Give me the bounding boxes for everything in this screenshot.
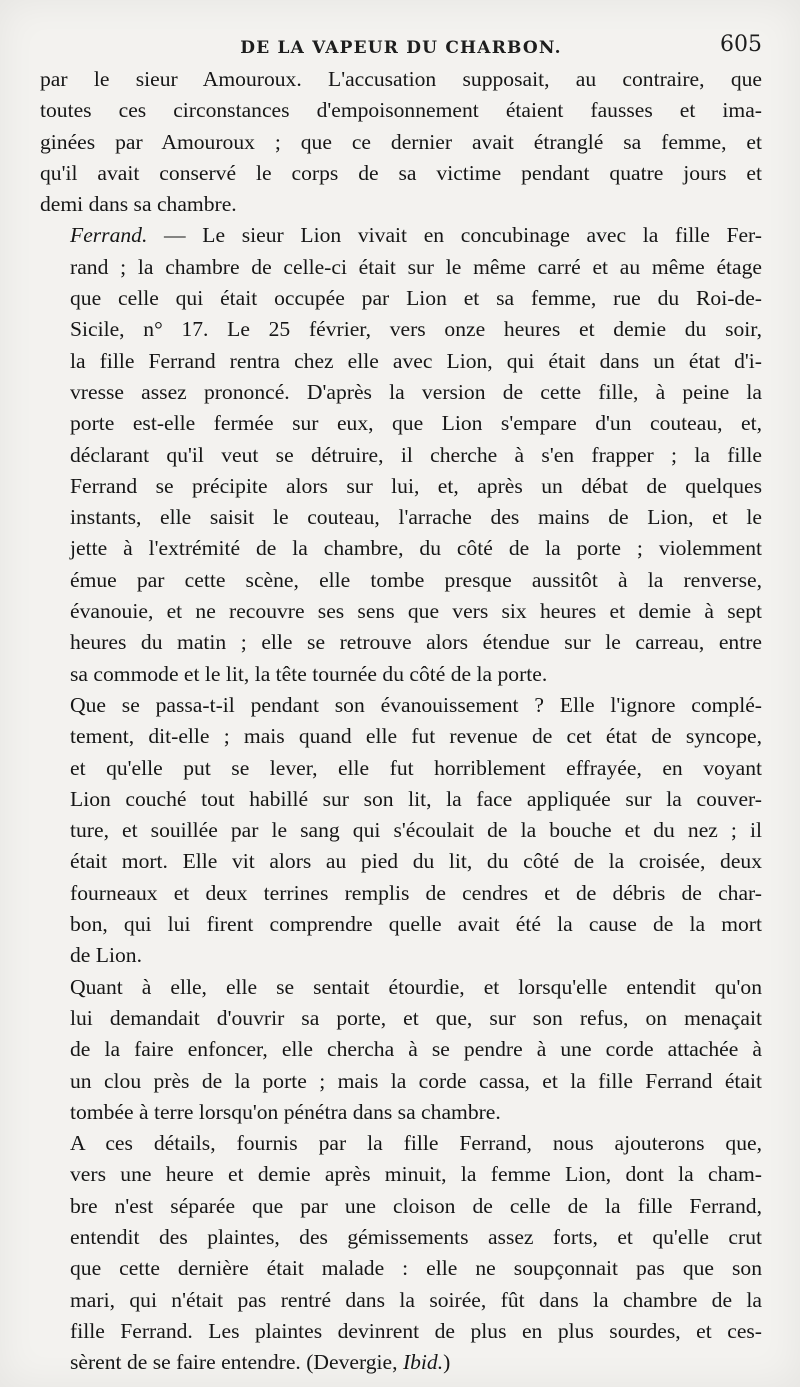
- line-text: fille Ferrand. Les plaintes devinrent de plus en plus sourdes, et ces-: [70, 1318, 762, 1343]
- text-line: [40, 1191, 762, 1222]
- text-line: [40, 346, 762, 377]
- text-line: [40, 1034, 762, 1065]
- text-line: [40, 690, 762, 721]
- text-line: [40, 1222, 762, 1253]
- text-line: [40, 1003, 762, 1034]
- case-name: Ferrand.: [70, 223, 148, 248]
- line-text: Quant à elle, elle se sentait étourdie, et lorsqu'elle entendit qu'on: [70, 974, 762, 999]
- line-text: — Le sieur Lion vivait en concubinage avec la fille Fer-: [147, 223, 762, 248]
- line-text: la fille Ferrand rentra chez elle avec Lion, qui était dans un état d'i-: [70, 348, 762, 373]
- text-line: [40, 1066, 762, 1097]
- text-line: [40, 408, 762, 439]
- text-line: [40, 596, 762, 627]
- line-text: déclarant qu'il veut se détruire, il cherche à s'en frapper ; la fille: [70, 442, 762, 467]
- line-text: bon, qui lui firent comprendre quelle avait été la cause de la mort: [70, 912, 762, 937]
- text-line: [40, 127, 762, 158]
- page-header: [40, 30, 762, 64]
- line-text: lui demandait d'ouvrir sa porte, et que, sur son refus, on menaçait: [70, 1005, 762, 1030]
- line-text: ture, et souillée par le sang qui s'écoulait de la bouche et du nez ; il: [70, 818, 762, 843]
- text-line: [40, 502, 762, 533]
- line-text: Sicile, n° 17. Le 25 février, vers onze heures et demie du soir,: [70, 317, 762, 342]
- line-text: que celle qui était occupée par Lion et sa femme, rue du Roi-de-: [70, 286, 762, 311]
- text-line: [40, 1253, 762, 1284]
- text-line: [40, 252, 762, 283]
- text-line: [40, 784, 762, 815]
- text-line: [40, 909, 762, 940]
- line-text: A ces détails, fournis par la fille Ferrand, nous ajouterons que,: [70, 1131, 762, 1156]
- page-body: [40, 64, 762, 1378]
- paragraph: [40, 972, 762, 1128]
- line-text: demi dans sa chambre.: [40, 192, 237, 217]
- text-line: [40, 627, 762, 658]
- text-line: [40, 721, 762, 752]
- line-text: heures du matin ; elle se retrouve alors étendue sur le carreau, entre: [70, 630, 762, 655]
- line-text: était mort. Elle vit alors au pied du lit, du côté de la croisée, deux: [70, 849, 762, 874]
- line-text: un clou près de la porte ; mais la corde cassa, et la fille Ferrand était: [70, 1068, 762, 1093]
- line-text: évanouie, et ne recouvre ses sens que vers six heures et demie à sept: [70, 599, 762, 624]
- text-line: [40, 220, 762, 251]
- paragraph: [40, 64, 762, 220]
- text-line: [40, 815, 762, 846]
- text-line: [40, 846, 762, 877]
- text-line: [40, 377, 762, 408]
- line-text: tombée à terre lorsqu'on pénétra dans sa chambre.: [70, 1099, 501, 1124]
- text-line: [40, 1347, 762, 1378]
- line-text: jette à l'extrémité de la chambre, du côté de la porte ; violemment: [70, 536, 762, 561]
- text-line: [40, 533, 762, 564]
- line-text: bre n'est séparée que par une cloison de celle de la fille Ferrand,: [70, 1193, 762, 1218]
- citation-ibid: Ibid.: [402, 1350, 444, 1375]
- text-line: [40, 1159, 762, 1190]
- line-text: vers une heure et demie après minuit, la femme Lion, dont la cham-: [70, 1162, 762, 1187]
- text-line: [40, 659, 762, 690]
- text-line: [40, 878, 762, 909]
- text-line: [40, 972, 762, 1003]
- page-number: 605: [720, 32, 762, 57]
- line-text: Lion couché tout habillé sur son lit, la face appliquée sur la couver-: [70, 786, 762, 811]
- line-text: vresse assez prononcé. D'après la version de cette fille, à peine la: [70, 379, 762, 404]
- line-text: que cette dernière était malade : elle ne soupçonnait pas que son: [70, 1256, 762, 1281]
- line-text: Ferrand se précipite alors sur lui, et, après un débat de quelques: [70, 473, 762, 498]
- text-line: [40, 283, 762, 314]
- line-text: par le sieur Amouroux. L'accusation supposait, au contraire, que: [40, 67, 762, 91]
- text-line: [40, 314, 762, 345]
- text-line: [40, 1128, 762, 1159]
- text-line: [40, 565, 762, 596]
- line-text: tement, dit-elle ; mais quand elle fut revenue de cet état de syncope,: [70, 724, 762, 749]
- text-line: [40, 940, 762, 971]
- text-line: [40, 471, 762, 502]
- running-title: DE LA VAPEUR DU CHARBON.: [240, 38, 562, 58]
- line-text: instants, elle saisit le couteau, l'arrache des mains de Lion, et le: [70, 505, 762, 530]
- text-line: [40, 158, 762, 189]
- paragraph: [40, 1128, 762, 1378]
- paragraph: [40, 690, 762, 972]
- text-line: [40, 440, 762, 471]
- line-text: ): [443, 1350, 451, 1375]
- line-text: de Lion.: [70, 943, 142, 968]
- line-text: porte est-elle fermée sur eux, que Lion s'empare d'un couteau, et,: [70, 411, 762, 436]
- text-line: [40, 1097, 762, 1128]
- line-text: fourneaux et deux terrines remplis de cendres et de débris de char-: [70, 880, 762, 905]
- line-text: et qu'elle put se lever, elle fut horriblement effrayée, en voyant: [70, 755, 762, 780]
- text-line: [40, 753, 762, 784]
- line-text: émue par cette scène, elle tombe presque aussitôt à la renverse,: [70, 567, 762, 592]
- text-line: [40, 1316, 762, 1347]
- line-text: rand ; la chambre de celle-ci était sur le même carré et au même étage: [70, 254, 762, 279]
- text-line: [40, 1285, 762, 1316]
- line-text: mari, qui n'était pas rentré dans la soirée, fût dans la chambre de la: [70, 1287, 762, 1312]
- text-line: [40, 95, 762, 126]
- line-text: sa commode et le lit, la tête tournée du côté de la porte.: [70, 661, 548, 686]
- line-text: ginées par Amouroux ; que ce dernier avait étranglé sa femme, et: [40, 129, 762, 154]
- line-text: Que se passa-t-il pendant son évanouissement ? Elle l'ignore complé-: [70, 692, 762, 717]
- text-line: [40, 64, 762, 95]
- text-line: [40, 189, 762, 220]
- line-text: toutes ces circonstances d'empoisonnement étaient fausses et ima-: [40, 98, 762, 123]
- line-text: qu'il avait conservé le corps de sa victime pendant quatre jours et: [40, 160, 762, 185]
- paragraph: [40, 220, 762, 689]
- line-text: de la faire enfoncer, elle chercha à se pendre à une corde attachée à: [70, 1037, 762, 1062]
- line-text: sèrent de se faire entendre. (Devergie,: [70, 1350, 403, 1375]
- line-text: entendit des plaintes, des gémissements assez forts, et qu'elle crut: [70, 1224, 762, 1249]
